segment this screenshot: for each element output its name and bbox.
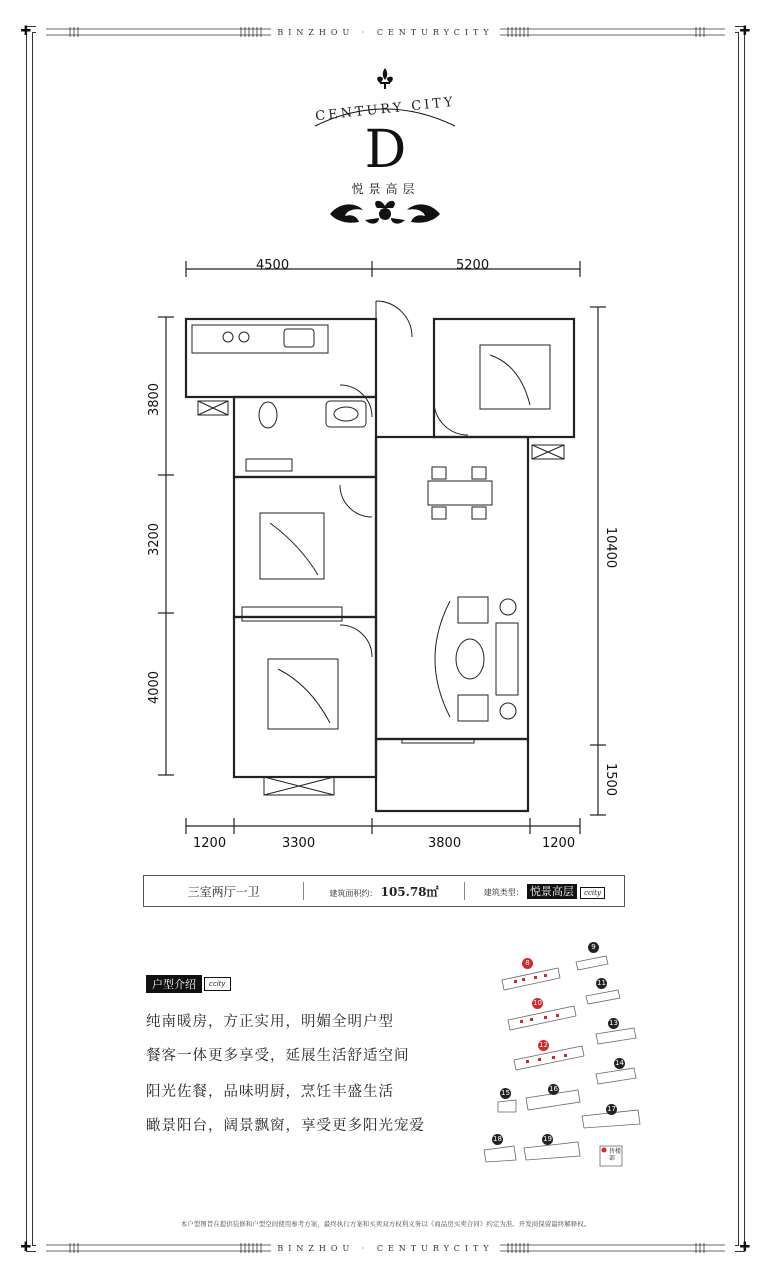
top-band-text: BINZHOU · CENTURYCITY <box>271 28 499 37</box>
dim-left-1: 3800 <box>147 382 163 417</box>
feature-1: 纯南暖房，方正实用，明媚全明户型 <box>146 1014 394 1030</box>
type-signature: ccity <box>580 887 605 899</box>
dim-top-1: 4500 <box>256 258 290 273</box>
intro-signature: ccity <box>204 977 231 991</box>
info-bar <box>143 875 625 907</box>
corner-ornament-icon: ✚ <box>20 1240 32 1255</box>
intro-label: 户型介绍 <box>146 975 202 993</box>
type-value: 悦景高层 <box>527 884 577 899</box>
corner-ornament-icon: ✚ <box>20 24 32 39</box>
dim-left-2: 3200 <box>147 522 163 557</box>
disclaimer: 本户型图旨在提供装修和户型空间使用参考方案，最终执行方案和买卖双方权利义务以《商品房买卖合同》约定为准。开发商保留最终解释权。 <box>180 1220 591 1228</box>
building-marker-14: 14 <box>615 1059 624 1067</box>
type-cell <box>465 883 624 899</box>
site-plan <box>478 938 658 1173</box>
dim-left-3: 4000 <box>147 670 163 705</box>
area-value: 105.78㎡ <box>380 884 439 899</box>
area-label: 建筑面积约： <box>329 888 378 898</box>
dim-right-2: 1500 <box>603 762 619 797</box>
feature-3: 阳光佐餐，品味明厨，烹饪丰盛生活 <box>146 1084 394 1100</box>
building-marker-11: 11 <box>597 979 606 987</box>
building-marker-8: 8 <box>522 958 533 969</box>
building-marker-17: 17 <box>607 1105 616 1113</box>
top-band <box>36 26 735 38</box>
dim-top-2: 5200 <box>456 258 490 273</box>
dim-bottom-2: 3300 <box>282 836 316 851</box>
building-marker-13: 13 <box>609 1019 618 1027</box>
bottom-band <box>36 1242 735 1254</box>
sales-office-label: 售楼部 <box>609 1148 622 1162</box>
unit-letter: D <box>364 120 407 180</box>
feature-2: 餐客一体更多享受，延展生活舒适空间 <box>146 1048 410 1064</box>
layout-type: 三室两厅一卫 <box>187 884 260 899</box>
dim-bottom-1: 1200 <box>193 836 227 851</box>
building-marker-10: 10 <box>533 999 542 1007</box>
unit-logo <box>300 64 471 234</box>
dim-right-1: 10400 <box>603 526 619 569</box>
building-marker-19: 19 <box>543 1135 552 1143</box>
building-marker-18: 18 <box>493 1135 502 1143</box>
building-marker-16: 16 <box>549 1085 558 1093</box>
dim-bottom-4: 1200 <box>542 836 576 851</box>
feature-4: 瞰景阳台，阔景飘窗，享受更多阳光宠爱 <box>146 1118 425 1134</box>
brand-name: CENTURY CITY <box>314 94 457 125</box>
type-label: 建筑类型： <box>483 888 524 897</box>
unit-subtitle: 悦景高层 <box>351 182 420 196</box>
building-marker-15: 15 <box>501 1089 510 1097</box>
building-marker-9: 9 <box>588 942 599 953</box>
corner-ornament-icon: ✚ <box>739 1240 751 1255</box>
building-marker-12: 12 <box>539 1041 548 1049</box>
site-plan-shapes <box>478 938 658 1173</box>
intro-tag <box>146 975 231 993</box>
corner-ornament-icon: ✚ <box>739 24 751 39</box>
bottom-band-text: BINZHOU · CENTURYCITY <box>271 1244 499 1253</box>
dim-bottom-3: 3800 <box>428 836 462 851</box>
area-cell <box>304 883 463 900</box>
floor-plan <box>150 255 630 855</box>
